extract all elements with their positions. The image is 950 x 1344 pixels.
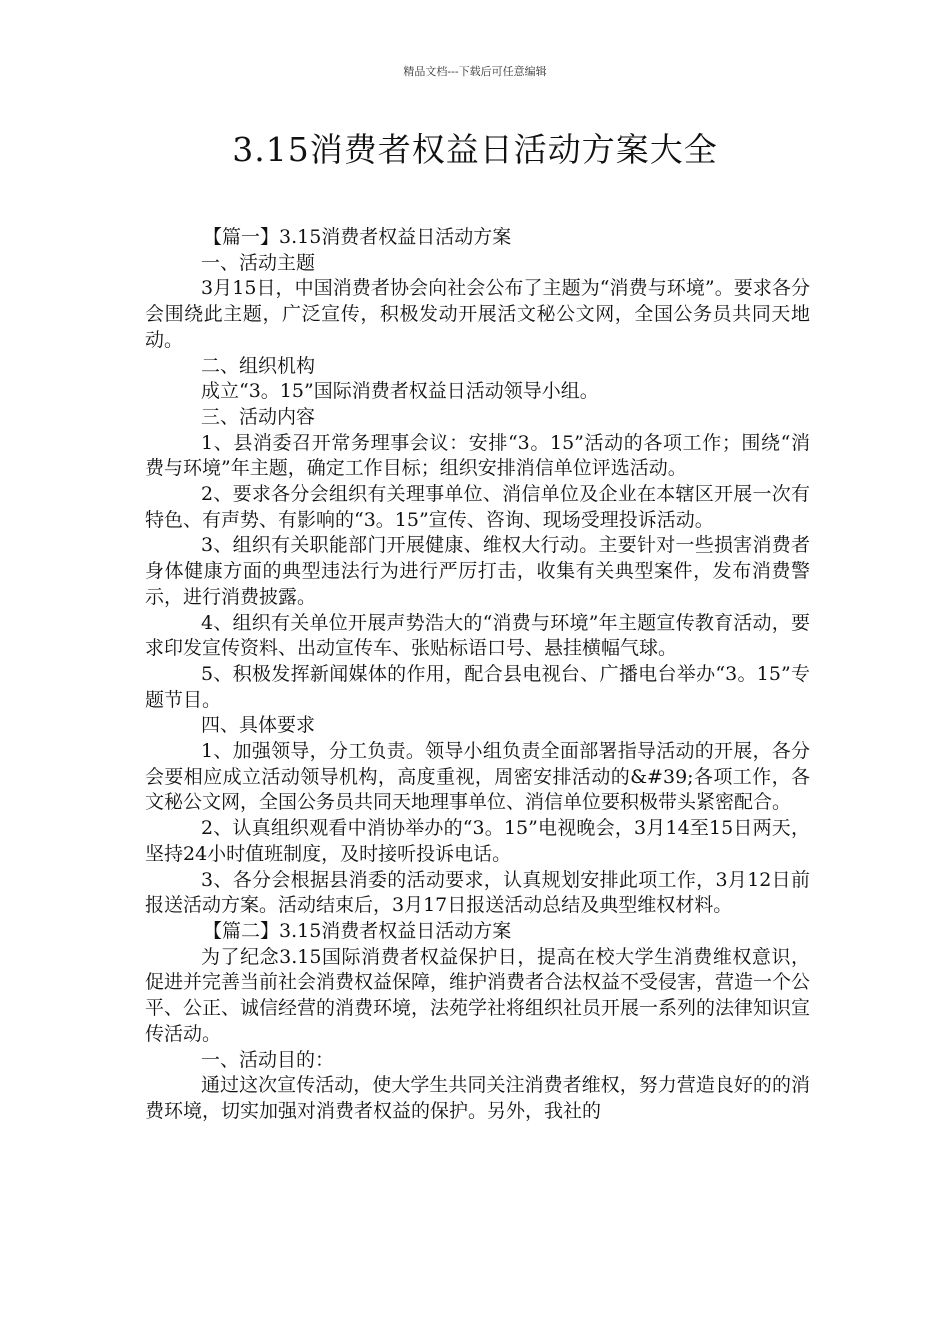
body-paragraph: 成立“3。15”国际消费者权益日活动领导小组。 [201,380,599,403]
document-title: 3.15消费者权益日活动方案大全 [232,130,718,169]
subsection-heading: 一、活动主题 [201,251,316,274]
body-paragraph: 4、组织有关单位开展声势浩大的“消费与环境”年主题宣传教育活动，要求印发宣传资料、出动宣传车、张贴标语口号、悬挂横幅气球。 [145,611,810,660]
body-paragraph: 2、要求各分会组织有关理事单位、消信单位及企业在本辖区开展一次有特色、有声势、有影响的“3。15”宣传、咨询、现场受理投诉活动。 [145,483,810,531]
body-paragraph: 为了纪念3.15国际消费者权益保护日，提高在校大学生消费维权意识，促进并完善当前社会消费权益保障，维护消费者合法权益不受侵害，营造一个公平、公正、诚信经营的消费环境，法苑学社将组织社员开展一系列的法律知识宣传活动。 [145,945,811,1045]
body-paragraph: 3、各分会根据县消委的活动要求，认真规划安排此项工作，3月12日前报送活动方案。活动结束后，3月17日报送活动总结及典型维权材料。 [145,868,810,917]
subsection-heading: 二、组织机构 [201,354,316,377]
document-body [145,225,810,1125]
body-paragraph: 3月15日，中国消费者协会向社会公布了主题为“消费与环境”。要求各分会围绕此主题，广泛宣传，积极发动开展活文秘公文网，全国公务员共同天地动。 [145,277,810,351]
body-paragraph: 3、组织有关职能部门开展健康、维权大行动。主要针对一些损害消费者身体健康方面的典型违法行为进行严厉打击，收集有关典型案件，发布消费警示，进行消费披露。 [145,534,810,608]
section-heading-part-2: 【篇二】3.15消费者权益日活动方案 [203,919,512,942]
body-paragraph: 2、认真组织观看中消协举办的“3。15”电视晚会，3月14至15日两天，坚持24小时值班制度，及时接听投诉电话。 [145,817,810,865]
body-paragraph: 5、积极发挥新闻媒体的作用，配合县电视台、广播电台举办“3。15”专题节目。 [145,662,810,711]
subsection-heading: 三、活动内容 [201,405,316,428]
page-header: 精品文档---下载后可任意编辑 [403,65,547,78]
body-paragraph: 1、县消委召开常务理事会议：安排“3。15”活动的各项工作；围绕“消费与环境”年主题，确定工作目标；组织安排消信单位评选活动。 [145,431,810,480]
subsection-heading: 一、活动目的： [201,1048,335,1071]
section-heading-part-1: 【篇一】3.15消费者权益日活动方案 [203,226,512,248]
body-paragraph: 1、加强领导，分工负责。领导小组负责全面部署指导活动的开展，各分会要相应成立活动领导机构，高度重视，周密安排活动的&#39;各项工作，各文秘公文网，全国公务员共同天地理事单位、消信单位要积极带头紧密配合。 [145,740,810,814]
subsection-heading: 四、具体要求 [201,714,316,737]
body-paragraph: 通过这次宣传活动，使大学生共同关注消费者维权，努力营造良好的的消费环境，切实加强对消费者权益的保护。另外，我社的 [145,1074,810,1122]
